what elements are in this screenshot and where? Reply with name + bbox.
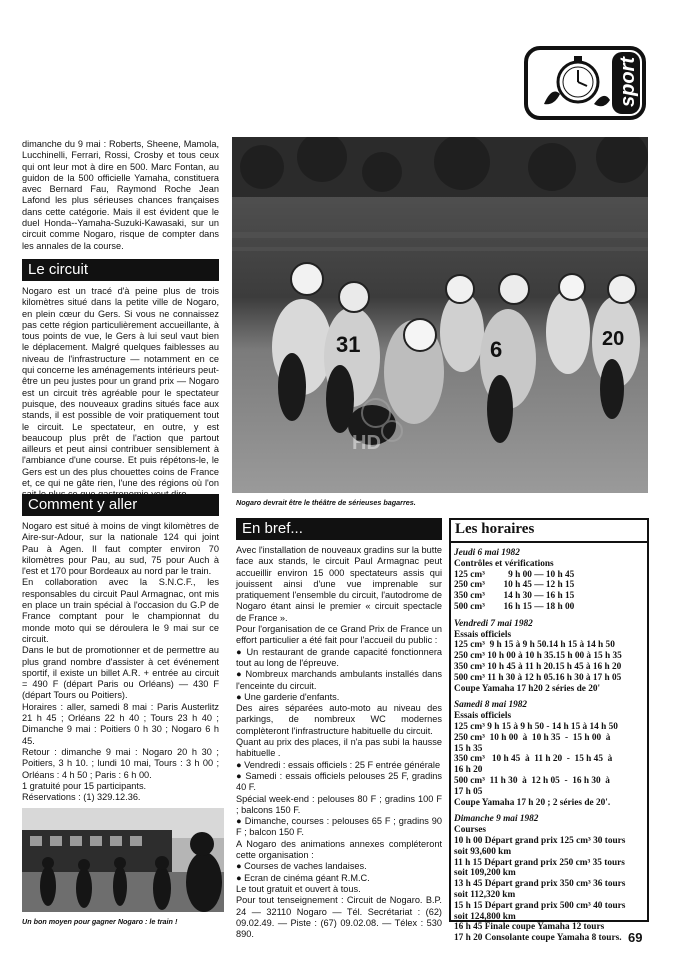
horaires-row: 350 cm³ 14 h 30 — 16 h 15 [454,591,575,602]
enbref-bullet: ● Ecran de cinéma géant R.M.C. [236,872,370,883]
horaires-row: 500 cm³ 11 h 30 à 12 h 05.16 h 30 à 17 h 05 [454,672,622,683]
horaires-row: 11 h 15 Départ grand prix 250 cm³ 35 tours [454,857,625,868]
enbref-text [236,545,442,940]
horaires-row: 250 cm³ 10 h 00 à 10 h 35 - 15 h 00 à [454,732,611,743]
enbref-bullet: ● Courses de vaches landaises. [236,861,367,872]
enbref-bullet: ● Vendredi : essais officiels : 25 F entrée générale [236,759,441,770]
horaires-row: Coupe Yamaha 17 h20 2 séries de 20' [454,683,601,694]
horaires-row: 500 cm³ 16 h 15 — 18 h 00 [454,601,575,612]
horaires-row: 500 cm³ 11 h 30 à 12 h 05 - 16 h 30 à [454,775,610,786]
enbref-paragraph: Avec l'installation de nouveaux gradins sur la butte face aux stands, le circuit Paul Armagnac peut accueillir environ 15 000 spectateurs assis qui jouissent ainsi d'une vue imprenable sur pratiquement l'ensemble du circuit, l'autodrome de Nogaro étant ainsi le premier « circuit spectacle de France ». [236,545,442,623]
svg-text:31: 31 [336,332,361,357]
section-title-comment: Comment y aller [22,494,219,516]
horaires-row: soit 93,600 km [454,846,512,857]
comment-line: Réservations : (1) 329.12.36. [22,792,141,803]
comment-line: Nogaro est situé à moins de vingt kilomètres de Aire-sur-Adour, sur la nationale 124 qui joint Pau à Agen. Il faut compter environ 70 kilomètres pour Pau, au sud, 75 pour Auch à l'est et 170 pour Bordeaux au nord par le train. [22,521,219,577]
horaires-row: 10 h 00 Départ grand prix 125 cm³ 30 tours [454,835,626,846]
horaires-content [454,542,646,944]
svg-text:6: 6 [490,337,503,362]
horaires-row: 250 cm³ 10 h 00 à 10 h 35.15 h 00 à 15 h 35 [454,651,622,662]
photo-caption: Nogaro devrait être le théâtre de sérieuses bagarres. [236,498,416,507]
horaires-row: 16 h 45 Finale coupe Yamaha 12 tours [454,922,605,933]
train-caption: Un bon moyen pour gagner Nogaro : le train ! [22,917,178,926]
section-title-circuit: Le circuit [22,259,219,281]
horaires-sub: Courses [454,825,487,836]
enbref-paragraph: Spécial week-end : pelouses 80 F ; gradins 100 F ; balcons 150 F. [236,793,442,815]
enbref-paragraph: Le tout gratuit et ouvert à tous. [236,883,361,894]
svg-text:20: 20 [602,328,625,350]
horaires-row: 17 h 20 Consolante coupe Yamaha 8 tours. [454,933,622,944]
horaires-row: 15 h 15 Départ grand prix 500 cm³ 40 tours [454,900,626,911]
comment-line: Dans le but de promotionner et de permettre au plus grand nombre d'assister à cet événement sportif, il existe un billet A.R. + entrée au circuit = 490 F (départ Paris ou Orléans) — 430 F (départ Tours ou Poitiers). [22,645,219,701]
page-number: 69 [628,930,643,945]
horaires-row: 17 h 05 [454,786,483,797]
horaires-row: 125 cm³ 9 h 15 à 9 h 50 - 14 h 15 à 14 h 50 [454,721,618,732]
enbref-paragraph: Pour l'organisation de ce Grand Prix de France un effort particulier a été fait pour l'accueil du public : [236,624,442,646]
enbref-bullet: ● Un restaurant de grande capacité fonctionnera tout au long de l'épreuve. [236,646,442,668]
horaires-row: soit 109,200 km [454,868,516,879]
enbref-paragraph: A Nogaro des animations annexes compléteront cette organisation : [236,838,442,861]
horaires-row: 16 h 20 [454,765,483,776]
horaires-row: 350 cm³ 10 h 45 à 11 h 20 - 15 h 45 à [454,754,613,765]
horaires-row: soit 112,320 km [454,889,516,900]
horaires-sub: Essais officiels [454,711,512,722]
comment-line: Retour : dimanche 9 mai : Nogaro 20 h 30 ; Poitiers, 3 h 10. ; lundi 10 mai, Tours : 3 h 00 ; Orléans : 4 h 50 ; Paris : 6 h 00. [22,746,219,780]
race-photo [232,137,648,493]
horaires-row: soit 124,800 km [454,911,516,922]
enbref-bullet: ● Une garderie d'enfants. [236,691,340,702]
section-title-enbref: En bref... [236,518,442,540]
comment-line: Horaires : aller, samedi 8 mai : Paris Austerlitz 21 h 45 ; Orléans 22 h 40 ; Tours 23 h 40 ; Dimanche 9 mai : Poitiers 0 h 30 ; Nogaro 6 h 45. [22,701,219,746]
enbref-paragraph: Pour tout tenseignement : Circuit de Nogaro. B.P. 24 — 32110 Nogaro — Tél. Secrétariat : (62) 09.02.49. — Piste : (67) 09.02.08. — Télex : 530 890. [236,895,442,940]
horaires-day: Vendredi 7 mai 1982 [454,618,533,629]
enbref-bullet: ● Dimanche, courses : pelouses 65 F ; gradins 90 F ; balcon 150 F. [236,816,442,838]
horaires-row: 125 cm³ 9 h 00 — 10 h 45 [454,569,575,580]
horaires-day: Jeudi 6 mai 1982 [454,548,520,558]
horaires-row: Coupe Yamaha 17 h 20 ; 2 séries de 20'. [454,797,611,808]
enbref-bullet: ● Nombreux marchands ambulants installés dans l'enceinte du circuit. [236,669,442,691]
sport-label: sport [617,57,639,107]
enbref-paragraph: Des aires séparées auto-moto au niveau des parkings, de nombreux WC modernes complèteront l'infrastructure habituelle du circuit. [236,703,442,736]
enbref-bullet: ● Samedi : essais officiels pelouses 25 F, gradins 40 F. [236,770,442,793]
horaires-row: 350 cm³ 10 h 45 à 11 h 20.15 h 45 à 16 h 20 [454,661,622,672]
horaires-day: Dimanche 9 mai 1982 [454,814,539,825]
intro-paragraph: dimanche du 9 mai : Roberts, Sheene, Mamola, Lucchinelli, Ferrari, Rossi, Crosby et tous ceux qui ont leur mot à dire en 500. Marc Fontan, au guidon de la 500 officielle Yamaha, constituera avec Bernard Fau, Raymond Roche Jean Lafond les plus sérieuses chances françaises dans cette catégorie. Mais il est évident que le duel Honda--Yamaha-Suzuki-Kawasaki, sur un circuit comme Nogaro, risque de compter dans les annales de la course. [22,139,219,251]
horaires-row: 13 h 45 Départ grand prix 350 cm³ 36 tours [454,879,626,890]
horaires-row: 250 cm³ 10 h 45 — 12 h 15 [454,580,575,591]
comment-line: En collaboration avec la S.N.C.F., les responsables du circuit Paul Armagnac, ont mis en place un train spécial à l'occasion du G.P de France comptant pour le championnat du monde moto qui se déroulera le 9 mai sur ce circuit. [22,577,219,644]
horaires-row: 15 h 35 [454,743,483,754]
comment-text [22,521,219,803]
horaires-sub: Essais officiels [454,629,512,640]
sport-logo [524,46,646,120]
enbref-paragraph: Quant au prix des places, il n'a pas subi la hausse habituelle . [236,737,442,759]
horaires-row: 125 cm³ 9 h 15 à 9 h 50.14 h 15 à 14 h 50 [454,640,615,651]
horaires-sub: Contrôles et vérifications [454,558,554,569]
watermark: HD [352,432,381,454]
horaires-title: Les horaires [455,521,535,537]
circuit-paragraph: Nogaro est un tracé d'à peine plus de trois kilomètres situé dans la petite ville de Nogaro, en plein cœur du Gers. Si vous ne connaissez pas cette région particulièrement accueillante, à tous points de vue, le Gers à lui seul vaut bien le déplacement. Malgré quelques faiblesses au niveau de l'infrastructure — notamment en ce qui concerne les aménagements intérieurs peut-être un peu justes pour un grand prix — Nogaro est un circuit très agréable pour le spectateur puisque, des nouveaux gradins situés face aux stands, il est possible de voir pratiquement tout le circuit. Le spectateur, en outre, y est beaucoup plus prêt de l'action que partout ailleurs et peut ainsi contribuer sensiblement à l'ambiance d'une course. Et puis répétons-le, le Gers est un des plus chouettes coins de France et, ce qui ne gâte rien, l'une des régions où l'on [22,286,219,489]
horaires-day: Samedi 8 mai 1982 [454,700,528,711]
train-photo [22,808,224,912]
comment-line: 1 gratuité pour 15 participants. [22,780,147,791]
